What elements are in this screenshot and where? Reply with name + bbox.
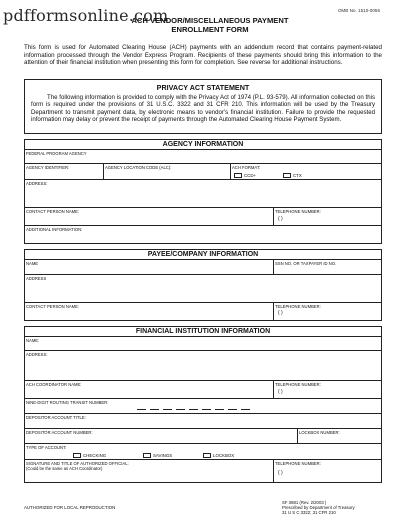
additional-info-label: ADDITIONAL INFORMATION: xyxy=(26,227,83,232)
form-title: ACH VENDOR/MISCELLANEOUS PAYMENT xyxy=(131,16,289,25)
ctx-checkbox[interactable] xyxy=(283,173,291,178)
fi-coordinator-row xyxy=(25,381,381,399)
depositor-title-field[interactable] xyxy=(25,414,381,429)
watermark: pdfformsonline.com xyxy=(3,6,169,25)
payee-section-title: PAYEE/COMPANY INFORMATION xyxy=(25,250,381,260)
signature-telephone-field[interactable] xyxy=(273,460,381,482)
depositor-number-row xyxy=(25,429,381,444)
lockbox-number-field[interactable] xyxy=(297,429,381,443)
depositor-number-label: DEPOSITOR ACCOUNT NUMBER: xyxy=(26,430,93,435)
ccd-option[interactable] xyxy=(234,173,256,178)
privacy-title: PRIVACY ACT STATEMENT xyxy=(156,83,250,92)
depositor-number-field[interactable] xyxy=(25,429,297,443)
routing-digit-2 xyxy=(150,409,159,410)
lockbox-number-label: LOCKBOX NUMBER: xyxy=(299,430,340,435)
routing-digit-1 xyxy=(137,409,146,410)
routing-number-field[interactable] xyxy=(25,399,381,414)
routing-digit-5 xyxy=(189,409,198,410)
additional-info-field[interactable] xyxy=(25,226,381,243)
fi-address-label: ADDRESS: xyxy=(26,352,48,357)
fi-telephone-field[interactable] xyxy=(273,381,381,398)
federal-program-agency-label: FEDERAL PROGRAM AGENCY xyxy=(26,151,87,156)
fi-name-label: NAME: xyxy=(26,338,40,343)
ach-format-label: ACH FORMAT: xyxy=(232,165,261,170)
depositor-title-label: DEPOSITOR ACCOUNT TITLE: xyxy=(26,415,86,420)
signature-row xyxy=(25,460,381,482)
payee-ssn-label: SSN NO. OR TAXPAYER ID NO. xyxy=(275,261,337,266)
agency-address-label: ADDRESS: xyxy=(26,181,48,186)
privacy-act-box xyxy=(24,79,382,134)
omb-number: OMB No. 1510-0056 xyxy=(337,8,380,13)
ccd-label: CCD+ xyxy=(244,173,257,178)
agency-contact-label: CONTACT PERSON NAME: xyxy=(26,209,80,214)
agency-identifier-label: AGENCY IDENTIFIER: xyxy=(26,165,70,170)
fi-telephone-label: TELEPHONE NUMBER: xyxy=(275,382,321,387)
privacy-body: The following information is provided to comply with the Privacy Act of 1974 (P.L. 93-579). All information collected on this form is required under the provisions of 31 U.S.C. 3322 and 31 CFR 210. This information will be used by the Treasury Department to transmit payment data, by electronic means to vendor's financial institution. Failure to provide the requested information may delay or prevent the receipt of payments through the Automated Clearing House Payment System. xyxy=(31,94,375,124)
intro-text: This form is used for Automated Clearing House (ACH) payments with an addendum record that contains payment-related information processed through the Vendor Express Program. Recipients of these payments should bring this information to the attention of their financial institution when presenting this form for completion. See reverse for additional instructions. xyxy=(24,44,382,67)
fi-address-field[interactable] xyxy=(25,351,381,381)
payee-address-label: ADDRESS xyxy=(26,276,47,281)
agency-location-code-field[interactable] xyxy=(103,164,230,179)
federal-program-agency-field[interactable] xyxy=(25,150,381,164)
savings-label: SAVINGS xyxy=(153,453,173,458)
ctx-label: CTX xyxy=(293,173,302,178)
lockbox-option[interactable] xyxy=(203,453,234,458)
agency-phone-mask: ( ) xyxy=(278,216,283,222)
payee-name-label: NAME xyxy=(26,261,39,266)
agency-identifier-field[interactable] xyxy=(25,164,103,179)
legal-citation: 31 U S C 3322; 31 CFR 210 xyxy=(282,510,336,515)
payee-name-row xyxy=(25,260,381,275)
payee-address-field[interactable] xyxy=(25,275,381,303)
agency-section xyxy=(24,139,382,244)
signature-field[interactable] xyxy=(25,460,273,482)
footer-right xyxy=(282,500,355,515)
payee-phone-mask: ( ) xyxy=(278,310,283,316)
payee-ssn-field[interactable] xyxy=(273,260,381,274)
agency-contact-field[interactable] xyxy=(25,208,273,225)
agency-contact-row xyxy=(25,208,381,226)
checking-label: CHECKING xyxy=(83,453,107,458)
ccd-checkbox[interactable] xyxy=(234,173,242,178)
financial-section xyxy=(24,326,382,483)
routing-number-label: NINE-DIGIT ROUTING TRANSIT NUMBER: xyxy=(26,400,109,405)
routing-digit-4 xyxy=(176,409,185,410)
account-type-label: TYPE OF ACCOUNT: xyxy=(26,445,67,450)
ctx-option[interactable] xyxy=(283,173,302,178)
agency-location-code-label: AGENCY LOCATION CODE (ALC): xyxy=(105,165,172,170)
payee-contact-field[interactable] xyxy=(25,303,273,320)
signature-label: SIGNATURE AND TITLE OF AUTHORIZED OFFICIAL: xyxy=(26,461,129,466)
ach-format-field xyxy=(230,164,381,179)
routing-digit-3 xyxy=(163,409,172,410)
agency-telephone-field[interactable] xyxy=(273,208,381,225)
signature-phone-mask: ( ) xyxy=(278,470,283,476)
fi-name-field[interactable] xyxy=(25,337,381,351)
prescribed-by: Prescribed by Department of Treasury xyxy=(282,505,355,510)
lockbox-label: LOCKBOX xyxy=(213,453,235,458)
payee-name-field[interactable] xyxy=(25,260,273,274)
savings-option[interactable] xyxy=(143,453,172,458)
payee-section xyxy=(24,249,382,321)
payee-contact-row xyxy=(25,303,381,320)
payee-telephone-field[interactable] xyxy=(273,303,381,320)
agency-telephone-label: TELEPHONE NUMBER: xyxy=(275,209,321,214)
fi-phone-mask: ( ) xyxy=(278,389,283,395)
routing-digit-8 xyxy=(228,409,237,410)
agency-address-field[interactable] xyxy=(25,180,381,208)
payee-contact-label: CONTACT PERSON NAME: xyxy=(26,304,80,309)
routing-digit-7 xyxy=(215,409,224,410)
signature-telephone-label: TELEPHONE NUMBER: xyxy=(275,461,321,466)
footer-left: AUTHORIZED FOR LOCAL REPRODUCTION xyxy=(24,505,116,510)
signature-note: (Could be the same as ACH Coordinator) xyxy=(26,466,103,471)
account-type-field xyxy=(25,444,381,460)
ach-coordinator-field[interactable] xyxy=(25,381,273,398)
lockbox-checkbox[interactable] xyxy=(203,453,211,458)
form-subtitle: ENROLLMENT FORM xyxy=(171,25,249,34)
routing-digit-9 xyxy=(241,409,250,410)
savings-checkbox[interactable] xyxy=(143,453,151,458)
checking-option[interactable] xyxy=(73,453,106,458)
ach-coordinator-label: ACH COORDINATOR NAME: xyxy=(26,382,82,387)
payee-telephone-label: TELEPHONE NUMBER: xyxy=(275,304,321,309)
routing-digit-6 xyxy=(202,409,211,410)
agency-ids-row xyxy=(25,164,381,180)
financial-section-title: FINANCIAL INSTITUTION INFORMATION xyxy=(25,327,381,337)
form-number: SF 3881 (Rev. 2/2003 ) xyxy=(282,500,327,505)
checking-checkbox[interactable] xyxy=(73,453,81,458)
agency-section-title: AGENCY INFORMATION xyxy=(25,140,381,150)
